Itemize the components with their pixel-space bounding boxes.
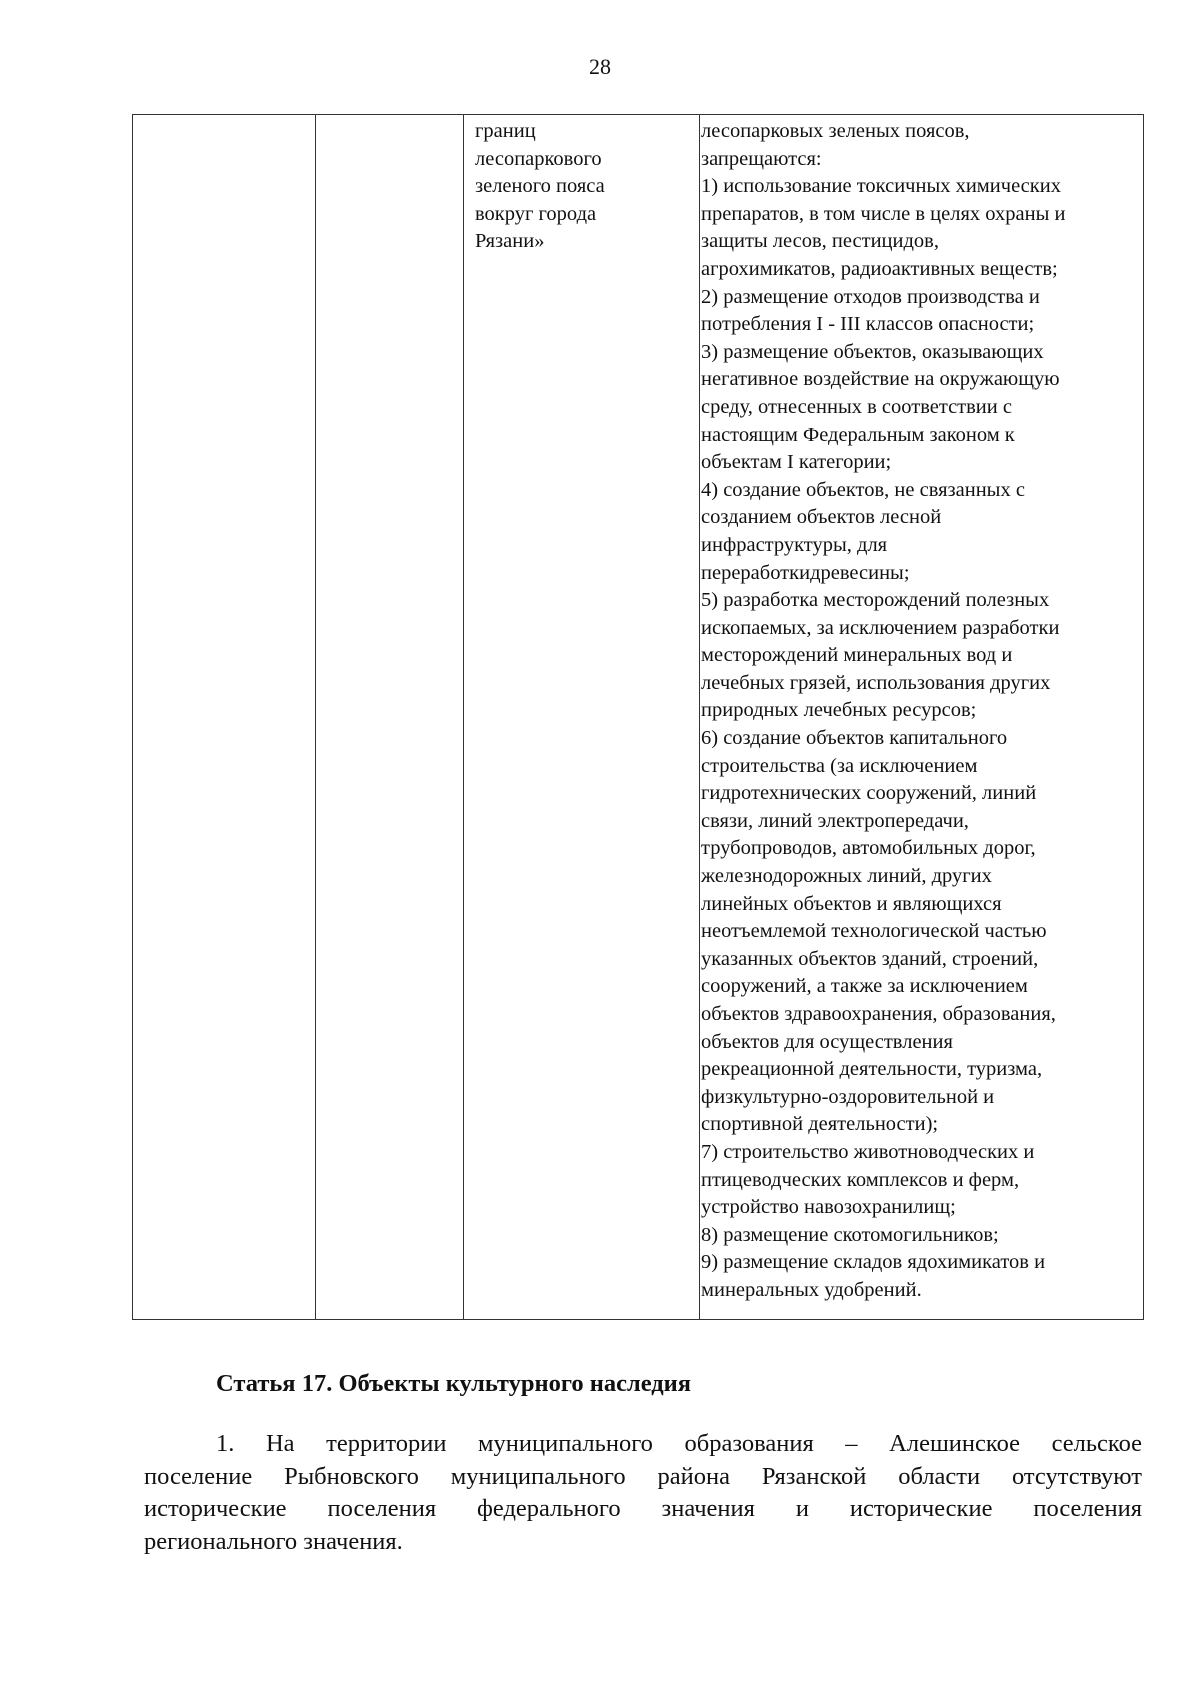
text-line: физкультурно-оздоровительной и bbox=[701, 1085, 995, 1108]
table-cell-empty-2 bbox=[316, 115, 464, 1320]
text-line: среду, отнесенных в соответствии с bbox=[701, 395, 1012, 418]
text-line: лесопарковых зеленых поясов, bbox=[701, 120, 970, 142]
text-line: лесопаркового bbox=[475, 147, 602, 170]
text-line: препаратов, в том числе в целях охраны и bbox=[701, 202, 1066, 225]
text-line: переработкидревесины; bbox=[701, 561, 910, 584]
text-line: 2) размещение отходов производства и bbox=[701, 285, 1040, 308]
text-line: минеральных удобрений. bbox=[701, 1278, 922, 1301]
text-line: птицеводческих комплексов и ферм, bbox=[701, 1168, 1020, 1191]
text-line: запрещаются: bbox=[701, 147, 822, 170]
paragraph-line: исторические поселения федерального значения и исторические поселения bbox=[144, 1495, 1142, 1522]
text-line: строительства (за исключением bbox=[701, 754, 978, 777]
article-paragraph bbox=[144, 1428, 1142, 1558]
text-line: указанных объектов зданий, строений, bbox=[701, 947, 1039, 970]
table-cell-empty-1 bbox=[133, 115, 316, 1320]
text-line: объектов здравоохранения, образования, bbox=[701, 1003, 1056, 1025]
text-line: 1) использование токсичных химических bbox=[701, 175, 1061, 198]
text-line: неотъемлемой технологической частью bbox=[701, 920, 1047, 943]
text-line: агрохимикатов, радиоактивных веществ; bbox=[701, 257, 1058, 280]
text-line: сооружений, а также за исключением bbox=[701, 975, 1028, 998]
paragraph-line: регионального значения. bbox=[144, 1527, 403, 1555]
text-line: 6) создание объектов капитального bbox=[701, 727, 1008, 750]
text-line: защиты лесов, пестицидов, bbox=[701, 230, 939, 253]
text-line: природных лечебных ресурсов; bbox=[701, 699, 977, 722]
text-line: вокруг города bbox=[475, 202, 597, 225]
text-line: потребления I - III классов опасности; bbox=[701, 313, 1035, 336]
text-line: негативное воздействие на окружающую bbox=[701, 368, 1060, 391]
text-line: инфраструктуры, для bbox=[701, 533, 888, 556]
text-line: устройство навозохранилищ; bbox=[701, 1196, 956, 1219]
regulations-table bbox=[132, 114, 1144, 1320]
text-line: 5) разработка месторождений полезных bbox=[701, 589, 1050, 612]
text-line: 8) размещение скотомогильников; bbox=[701, 1223, 999, 1246]
text-line: спортивной деятельности); bbox=[701, 1113, 939, 1136]
text-line: трубопроводов, автомобильных дорог, bbox=[701, 837, 1036, 860]
text-line: 4) создание объектов, не связанных с bbox=[701, 478, 1025, 501]
paragraph-line: поселение Рыбновского муниципального района Рязанской области отсутствуют bbox=[144, 1462, 1142, 1490]
text-line: объектов для осуществления bbox=[701, 1030, 953, 1053]
text-line: гидротехнических сооружений, линий bbox=[701, 782, 1037, 805]
text-line: 9) размещение складов ядохимикатов и bbox=[701, 1251, 1046, 1274]
table-row bbox=[133, 115, 1144, 1320]
table-cell-restrictions bbox=[700, 115, 1144, 1320]
text-line: границ bbox=[475, 120, 536, 142]
text-line: ископаемых, за исключением разработки bbox=[701, 616, 1060, 639]
text-line: рекреационной деятельности, туризма, bbox=[701, 1058, 1043, 1081]
article-heading: Статья 17. Объекты культурного наследия bbox=[216, 1370, 692, 1397]
text-line: зеленого пояса bbox=[475, 175, 605, 198]
paragraph-line: 1. На территории муниципального образования – Алешинское сельское bbox=[216, 1430, 1142, 1457]
text-line: лечебных грязей, использования других bbox=[701, 671, 1051, 694]
text-line: линейных объектов и являющихся bbox=[701, 892, 1002, 915]
text-line: связи, линий электропередачи, bbox=[701, 809, 969, 832]
text-line: 3) размещение объектов, оказывающих bbox=[701, 340, 1044, 363]
text-line: железнодорожных линий, других bbox=[701, 865, 992, 888]
text-line: созданием объектов лесной bbox=[701, 506, 942, 529]
text-line: Рязани» bbox=[475, 230, 545, 253]
text-line: месторождений минеральных вод и bbox=[701, 644, 1013, 667]
page-number: 28 bbox=[589, 54, 611, 79]
table-cell-zone-name bbox=[464, 115, 700, 1320]
text-line: объектам I категории; bbox=[701, 451, 892, 474]
text-line: настоящим Федеральным законом к bbox=[701, 423, 1015, 446]
text-line: 7) строительство животноводческих и bbox=[701, 1140, 1035, 1163]
